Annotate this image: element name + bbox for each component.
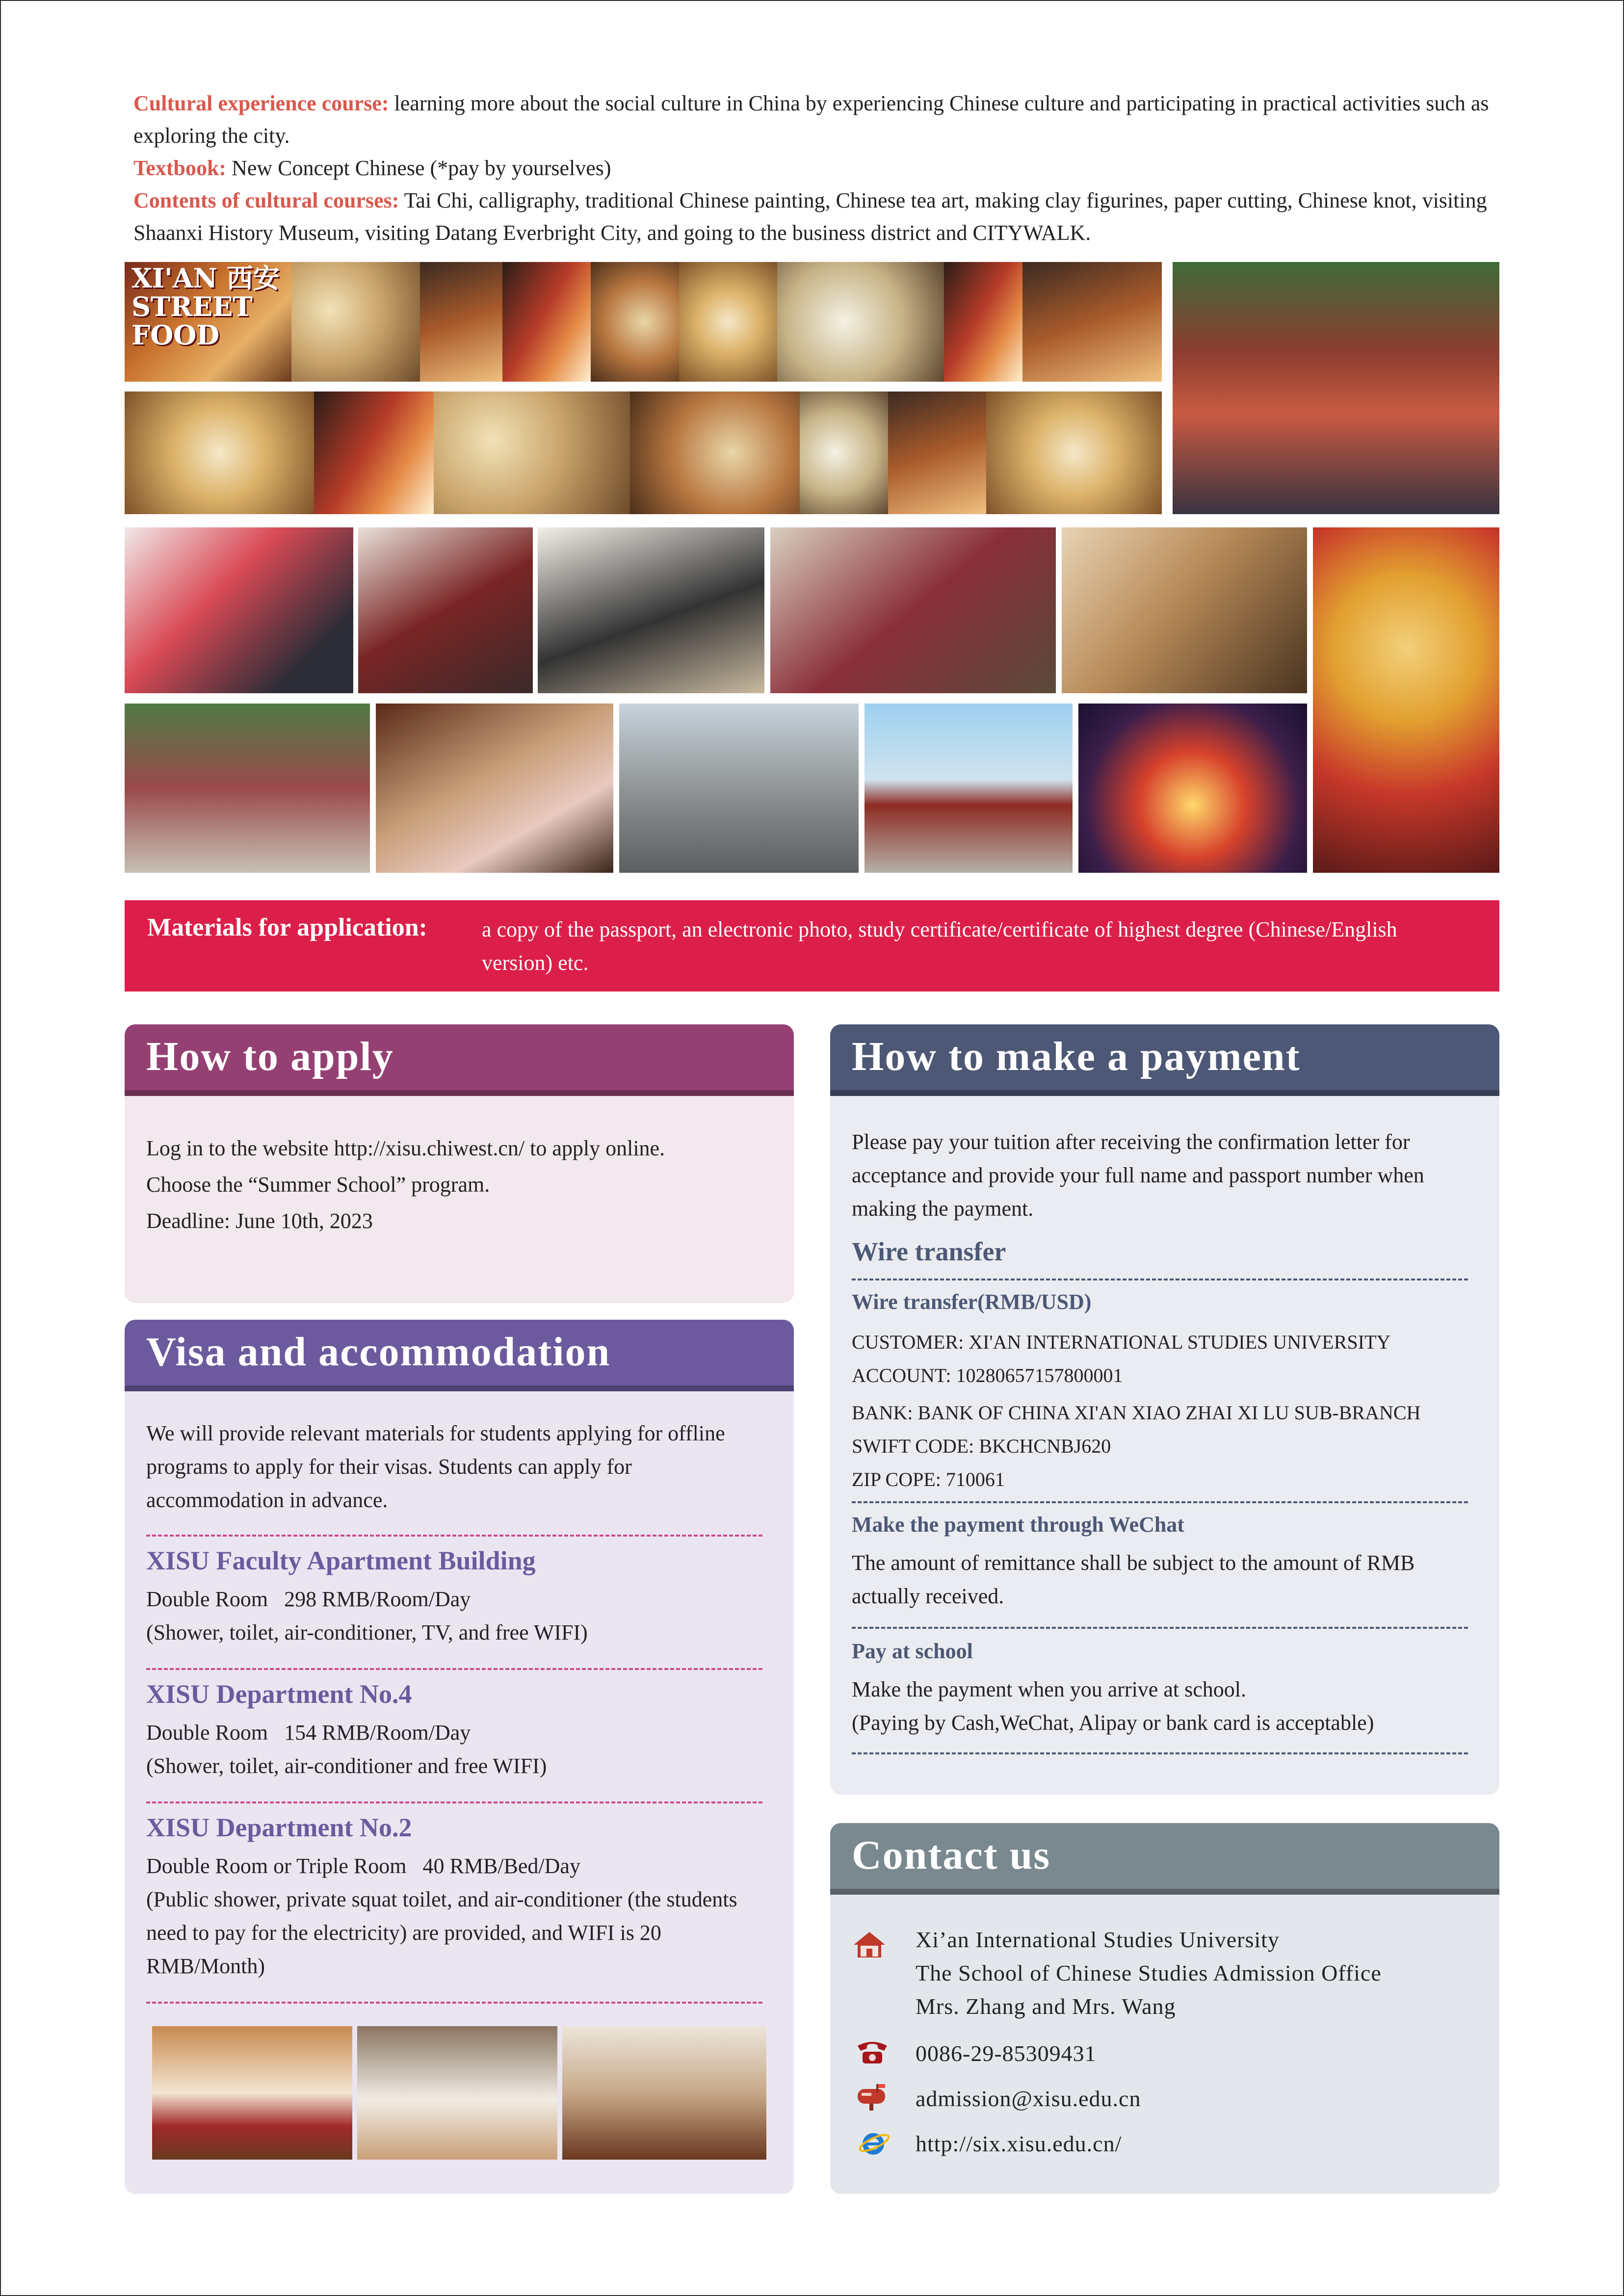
pay-at-school-text	[852, 1673, 1494, 1740]
classroom-photo	[770, 527, 1056, 693]
intro-section	[133, 87, 1507, 249]
hanfu-student-photo	[125, 527, 353, 693]
wire-zip: ZIP COPE: 710061	[852, 1468, 1005, 1490]
textbook-paragraph	[133, 152, 1507, 184]
wechat-text: The amount of remittance shall be subject to the amount of RMB actually received.	[852, 1551, 1415, 1608]
street-food-title	[131, 264, 291, 349]
internet-explorer-icon	[857, 2128, 892, 2158]
dashed-divider	[146, 1668, 762, 1670]
dashed-divider	[852, 1627, 1468, 1629]
department-2-heading: XISU Department No.2	[146, 1813, 412, 1842]
visa-intro-text: We will provide relevant materials for students applying for offline programs to apply for their visas. Students can apply for accommodation in advance.	[146, 1421, 725, 1512]
food-photo	[502, 262, 591, 382]
apply-program-line: Choose the “Summer School” program.	[146, 1173, 490, 1197]
department-4-price: Double Room 154 RMB/Room/Day	[146, 1721, 471, 1745]
contact-persons: Mrs. Zhang and Mrs. Wang	[916, 1994, 1176, 2019]
street-food-title-line2: STREET FOOD	[131, 291, 253, 351]
wechat-heading: Make the payment through WeChat	[852, 1513, 1184, 1537]
cultural-experience-paragraph	[133, 87, 1507, 152]
wire-swift: SWIFT CODE: BKCHCNBJ620	[852, 1435, 1111, 1457]
food-photo	[986, 391, 1162, 514]
faculty-apartment-heading: XISU Faculty Apartment Building	[146, 1546, 536, 1575]
dorm-room-photo	[152, 2026, 352, 2160]
dashed-divider	[852, 1278, 1468, 1280]
wire-bank-details	[852, 1396, 1494, 1496]
dashed-divider	[852, 1752, 1468, 1754]
street-food-title-line1: XI'AN 西安	[131, 262, 280, 294]
visa-accommodation-panel	[125, 1320, 794, 2194]
materials-text: a copy of the passport, an electronic photo, study certificate/certificate of highest degree (Chinese/English version) etc.	[482, 917, 1397, 975]
food-photo	[291, 262, 420, 382]
payment-panel	[830, 1024, 1499, 1795]
tea-art-photo	[376, 704, 613, 873]
food-photo	[944, 262, 1022, 382]
food-photo	[630, 391, 800, 514]
city-wall-cycling-photo	[619, 704, 859, 873]
street-crowd-photo	[1173, 262, 1499, 514]
group-photo	[125, 704, 370, 873]
department-4-amenities: (Shower, toilet, air-conditioner and free WIFI)	[146, 1754, 547, 1778]
mailbox-icon	[855, 2082, 890, 2112]
food-photo	[777, 262, 944, 382]
food-photo	[1022, 262, 1162, 382]
food-photo	[591, 262, 679, 382]
wire-customer: CUSTOMER: XI'AN INTERNATIONAL STUDIES UNIVERSITY	[852, 1331, 1391, 1353]
payment-title: How to make a payment	[830, 1024, 1499, 1096]
dashed-divider	[146, 1535, 762, 1537]
apply-website-line: Log in to the website http://xisu.chiwest.cn/ to apply online.	[146, 1136, 665, 1160]
how-to-apply-body	[146, 1130, 774, 1239]
contact-panel	[830, 1823, 1499, 2194]
materials-label: Materials for application:	[147, 913, 427, 941]
dashed-divider	[852, 1501, 1468, 1503]
night-city-photo	[1078, 704, 1307, 873]
textbook-text: New Concept Chinese (*pay by yourselves)	[226, 156, 611, 180]
food-photo	[420, 262, 502, 382]
contact-office: The School of Chinese Studies Admission Office	[916, 1960, 1382, 1985]
dorm-room-photo	[562, 2026, 766, 2160]
dashed-divider	[146, 2002, 762, 2004]
food-photo	[314, 391, 434, 514]
contact-phone: 0086-29-85309431	[916, 2041, 1097, 2066]
costume-photo	[358, 527, 533, 693]
cultural-experience-label: Cultural experience course:	[133, 91, 389, 115]
street-food-photo	[125, 262, 291, 382]
clay-figurines-photo	[1062, 527, 1307, 693]
wire-bank: BANK: BANK OF CHINA XI'AN XIAO ZHAI XI LU SUB-BRANCH	[852, 1402, 1421, 1424]
department-2-amenities: (Public shower, private squat toilet, and air-conditioner (the students need to pay for the electricity) are provided, and WIFI is 20 RMB/Month)	[146, 1887, 737, 1978]
pay-at-school-line1: Make the payment when you arrive at school.	[852, 1677, 1246, 1701]
department-2-price: Double Room or Triple Room 40 RMB/Bed/Day	[146, 1854, 580, 1878]
how-to-apply-panel	[125, 1024, 794, 1303]
telephone-icon	[855, 2037, 890, 2066]
cultural-contents-text: Tai Chi, calligraphy, traditional Chinese painting, Chinese tea art, making clay figurines, paper cutting, Chinese knot, visiting Shaanxi History Museum, visiting Datang Everbright City, and going to the business district and CITYWALK.	[133, 188, 1487, 245]
payment-intro-text: Please pay your tuition after receiving the confirmation letter for acceptance and provide your full name and passport number when making the payment.	[852, 1130, 1424, 1221]
how-to-apply-title: How to apply	[125, 1024, 794, 1096]
cultural-contents-label: Contents of cultural courses:	[133, 188, 399, 212]
faculty-apartment-price: Double Room 298 RMB/Room/Day	[146, 1587, 471, 1611]
food-photo	[679, 262, 777, 382]
cultural-contents-paragraph	[133, 184, 1507, 249]
wire-transfer-details	[852, 1326, 1494, 1392]
dashed-divider	[146, 1801, 762, 1803]
food-photo	[800, 391, 888, 514]
wire-transfer-subheading: Wire transfer(RMB/USD)	[852, 1290, 1092, 1314]
city-wall-photo	[864, 704, 1073, 873]
food-photo	[125, 391, 314, 514]
cultural-experience-text: learning more about the social culture in China by experiencing Chinese culture and participating in practical activities such as exploring the city.	[133, 91, 1489, 148]
contact-university: Xi’an International Studies University	[916, 1927, 1280, 1952]
house-icon	[852, 1930, 887, 1959]
materials-banner	[125, 900, 1499, 991]
wire-transfer-heading: Wire transfer	[852, 1237, 1006, 1266]
pay-at-school-line2: (Paying by Cash,WeChat, Alipay or bank card is acceptable)	[852, 1711, 1374, 1735]
contact-website[interactable]: http://six.xisu.edu.cn/	[916, 2131, 1122, 2156]
contact-email[interactable]: admission@xisu.edu.cn	[916, 2086, 1141, 2111]
food-photo	[434, 391, 630, 514]
textbook-label: Textbook:	[133, 156, 227, 180]
department-4-heading: XISU Department No.4	[146, 1679, 412, 1709]
contact-address	[916, 1923, 1480, 2023]
visa-accommodation-title: Visa and accommodation	[125, 1320, 794, 1391]
pay-at-school-heading: Pay at school	[852, 1639, 973, 1663]
food-photo	[888, 391, 986, 514]
dorm-room-photo	[357, 2026, 557, 2160]
apply-deadline-line: Deadline: June 10th, 2023	[146, 1209, 373, 1233]
wire-account: ACCOUNT: 10280657157800001	[852, 1364, 1123, 1386]
faculty-apartment-amenities: (Shower, toilet, air-conditioner, TV, and free WIFI)	[146, 1620, 588, 1644]
tang-dancer-photo	[1313, 527, 1499, 873]
contact-title: Contact us	[830, 1823, 1499, 1895]
calligraphy-photo	[538, 527, 764, 693]
